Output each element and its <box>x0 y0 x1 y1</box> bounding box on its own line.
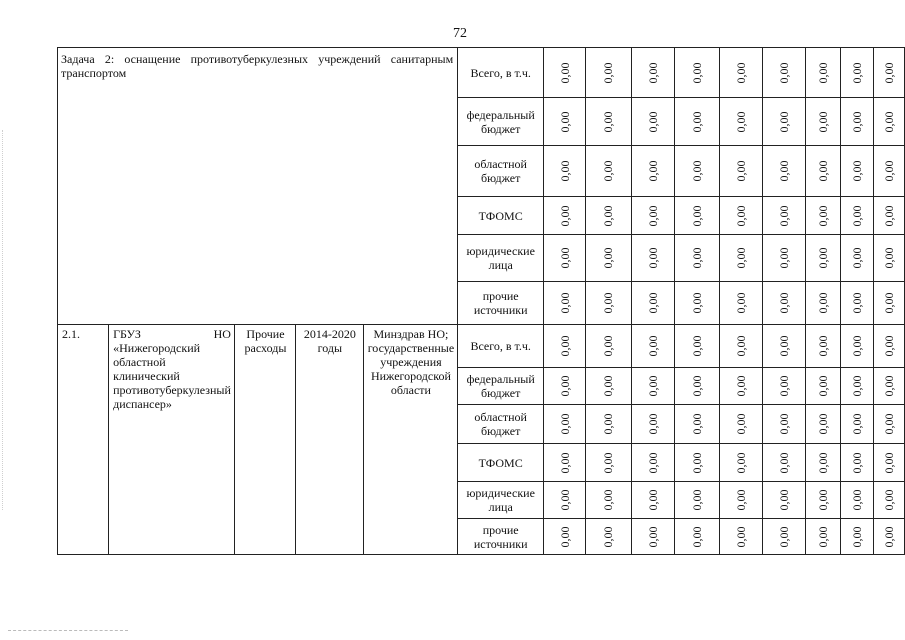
value-text: 0,00 <box>645 335 660 357</box>
expense-type: Прочие расходы <box>234 325 295 555</box>
value-cell <box>674 482 720 519</box>
task-title: Задача 2: оснащение противотуберкулезных учреждений санитарным транспортом <box>58 48 458 325</box>
value-cell <box>841 368 874 405</box>
value-text: 0,00 <box>850 413 865 435</box>
funding-source: областной бюджет <box>458 146 544 197</box>
value-cell <box>586 405 632 444</box>
value-cell <box>586 235 632 282</box>
value-text: 0,00 <box>557 526 572 547</box>
value-text: 0,00 <box>816 111 831 132</box>
value-text: 0,00 <box>690 375 704 397</box>
value-cell <box>763 48 806 98</box>
value-cell <box>586 482 632 519</box>
value-text: 0,00 <box>601 160 616 182</box>
value-text: 0,00 <box>645 526 660 547</box>
value-text: 0,00 <box>557 452 572 473</box>
value-cell <box>586 519 632 555</box>
value-text: 0,00 <box>777 111 792 132</box>
value-text: 0,00 <box>734 526 749 547</box>
value-cell <box>674 405 720 444</box>
value-text: 0,00 <box>601 205 616 226</box>
value-text: 0,00 <box>645 292 660 314</box>
value-cell <box>631 98 674 146</box>
value-text: 0,00 <box>777 205 792 226</box>
value-text: 0,00 <box>816 335 831 357</box>
value-text: 0,00 <box>777 413 792 435</box>
implementation-period: 2014-2020 годы <box>296 325 364 555</box>
value-text: 0,00 <box>645 375 660 397</box>
value-cell <box>720 444 763 482</box>
value-text: 0,00 <box>882 335 897 357</box>
value-cell <box>586 98 632 146</box>
value-cell <box>763 368 806 405</box>
value-cell <box>841 482 874 519</box>
value-text: 0,00 <box>882 526 897 547</box>
value-text: 0,00 <box>734 247 749 269</box>
value-cell <box>720 519 763 555</box>
value-text: 0,00 <box>882 413 897 435</box>
value-cell <box>631 282 674 325</box>
value-cell <box>674 235 720 282</box>
value-cell <box>841 48 874 98</box>
value-text: 0,00 <box>601 292 616 314</box>
value-cell <box>674 282 720 325</box>
value-text: 0,00 <box>882 160 897 182</box>
scan-margin-line <box>2 130 3 510</box>
value-cell <box>720 98 763 146</box>
value-cell <box>763 98 806 146</box>
value-cell <box>806 282 841 325</box>
value-cell <box>841 444 874 482</box>
value-text: 0,00 <box>734 375 749 397</box>
value-text: 0,00 <box>882 205 897 226</box>
value-cell <box>674 325 720 368</box>
value-text: 0,00 <box>557 335 572 357</box>
value-text: 0,00 <box>816 526 831 547</box>
value-text: 0,00 <box>850 335 865 357</box>
value-text: 0,00 <box>690 160 704 182</box>
value-cell <box>874 282 905 325</box>
value-cell <box>874 482 905 519</box>
value-cell <box>841 405 874 444</box>
value-cell <box>874 197 905 235</box>
funding-source: юридические лица <box>458 235 544 282</box>
value-cell <box>544 48 586 98</box>
value-text: 0,00 <box>816 247 831 269</box>
funding-source: ТФОМС <box>458 197 544 235</box>
value-cell <box>763 282 806 325</box>
value-cell <box>806 405 841 444</box>
value-cell <box>841 282 874 325</box>
value-text: 0,00 <box>690 335 704 357</box>
value-cell <box>874 325 905 368</box>
value-text: 0,00 <box>601 62 616 83</box>
value-cell <box>586 325 632 368</box>
value-text: 0,00 <box>645 160 660 182</box>
value-text: 0,00 <box>645 62 660 83</box>
value-cell <box>544 325 586 368</box>
value-text: 0,00 <box>734 335 749 357</box>
value-text: 0,00 <box>734 413 749 435</box>
value-cell <box>806 482 841 519</box>
funding-source: прочие источники <box>458 282 544 325</box>
value-cell <box>631 519 674 555</box>
value-text: 0,00 <box>850 160 865 182</box>
value-cell <box>841 235 874 282</box>
value-text: 0,00 <box>734 489 749 511</box>
value-cell <box>631 146 674 197</box>
value-text: 0,00 <box>777 526 792 547</box>
value-text: 0,00 <box>690 292 704 314</box>
value-text: 0,00 <box>690 489 704 511</box>
value-text: 0,00 <box>734 160 749 182</box>
value-text: 0,00 <box>882 292 897 314</box>
value-cell <box>544 444 586 482</box>
value-text: 0,00 <box>882 452 897 473</box>
value-text: 0,00 <box>601 489 616 511</box>
funding-source: Всего, в т.ч. <box>458 325 544 368</box>
value-text: 0,00 <box>777 489 792 511</box>
value-text: 0,00 <box>645 489 660 511</box>
table-row <box>58 325 905 368</box>
value-cell <box>806 325 841 368</box>
value-text: 0,00 <box>645 205 660 226</box>
value-cell <box>631 48 674 98</box>
value-text: 0,00 <box>850 111 865 132</box>
value-text: 0,00 <box>816 489 831 511</box>
value-cell <box>631 235 674 282</box>
value-cell <box>841 519 874 555</box>
value-cell <box>586 146 632 197</box>
value-cell <box>841 98 874 146</box>
item-number: 2.1. <box>58 325 109 555</box>
value-text: 0,00 <box>557 62 572 83</box>
value-cell <box>720 405 763 444</box>
value-text: 0,00 <box>882 62 897 83</box>
value-text: 0,00 <box>816 452 831 473</box>
executor: Минздрав НО; государственные учреждения Нижегородской области <box>363 325 457 555</box>
value-cell <box>763 146 806 197</box>
value-cell <box>806 98 841 146</box>
value-text: 0,00 <box>557 375 572 397</box>
value-text: 0,00 <box>816 375 831 397</box>
value-cell <box>763 444 806 482</box>
scan-artifact-line <box>8 630 128 632</box>
value-cell <box>763 482 806 519</box>
funding-source: федеральный бюджет <box>458 98 544 146</box>
value-cell <box>586 444 632 482</box>
value-cell <box>720 482 763 519</box>
budget-table <box>57 47 905 555</box>
value-cell <box>806 444 841 482</box>
value-cell <box>874 235 905 282</box>
value-cell <box>874 368 905 405</box>
value-text: 0,00 <box>645 247 660 269</box>
value-cell <box>544 197 586 235</box>
value-text: 0,00 <box>557 413 572 435</box>
value-cell <box>763 197 806 235</box>
value-cell <box>544 146 586 197</box>
value-cell <box>674 98 720 146</box>
value-cell <box>586 197 632 235</box>
value-text: 0,00 <box>816 62 831 83</box>
value-cell <box>874 444 905 482</box>
value-text: 0,00 <box>557 205 572 226</box>
value-cell <box>763 405 806 444</box>
value-text: 0,00 <box>816 160 831 182</box>
funding-source: областной бюджет <box>458 405 544 444</box>
value-text: 0,00 <box>777 247 792 269</box>
value-text: 0,00 <box>816 413 831 435</box>
value-text: 0,00 <box>850 205 865 226</box>
value-text: 0,00 <box>601 335 616 357</box>
value-cell <box>763 325 806 368</box>
value-text: 0,00 <box>850 292 865 314</box>
value-cell <box>631 405 674 444</box>
value-text: 0,00 <box>690 452 704 473</box>
value-cell <box>720 325 763 368</box>
page-number: 72 <box>453 26 467 41</box>
value-cell <box>674 444 720 482</box>
value-text: 0,00 <box>850 526 865 547</box>
value-cell <box>720 197 763 235</box>
value-text: 0,00 <box>690 62 704 83</box>
value-text: 0,00 <box>850 452 865 473</box>
value-cell <box>806 197 841 235</box>
value-cell <box>674 48 720 98</box>
value-cell <box>874 519 905 555</box>
organization-name: ГБУЗ НО «Нижегородский областной клинический противотуберкулезный диспансер» <box>109 325 235 555</box>
value-text: 0,00 <box>557 160 572 182</box>
value-cell <box>631 482 674 519</box>
value-cell <box>806 235 841 282</box>
funding-source: федеральный бюджет <box>458 368 544 405</box>
value-text: 0,00 <box>777 452 792 473</box>
value-cell <box>841 325 874 368</box>
value-text: 0,00 <box>601 413 616 435</box>
value-text: 0,00 <box>850 489 865 511</box>
value-cell <box>720 235 763 282</box>
value-text: 0,00 <box>734 205 749 226</box>
value-cell <box>874 146 905 197</box>
value-text: 0,00 <box>850 247 865 269</box>
value-cell <box>874 405 905 444</box>
value-text: 0,00 <box>557 489 572 511</box>
value-cell <box>544 368 586 405</box>
value-text: 0,00 <box>816 205 831 226</box>
value-text: 0,00 <box>882 489 897 511</box>
value-text: 0,00 <box>882 111 897 132</box>
value-text: 0,00 <box>601 111 616 132</box>
value-text: 0,00 <box>777 335 792 357</box>
value-cell <box>586 48 632 98</box>
value-text: 0,00 <box>601 375 616 397</box>
value-text: 0,00 <box>816 292 831 314</box>
value-cell <box>544 405 586 444</box>
value-cell <box>806 146 841 197</box>
value-cell <box>631 368 674 405</box>
value-cell <box>763 519 806 555</box>
value-cell <box>544 519 586 555</box>
value-text: 0,00 <box>645 111 660 132</box>
value-text: 0,00 <box>601 452 616 473</box>
value-cell <box>631 444 674 482</box>
value-text: 0,00 <box>557 111 572 132</box>
value-cell <box>720 282 763 325</box>
value-cell <box>841 146 874 197</box>
value-text: 0,00 <box>601 247 616 269</box>
value-cell <box>720 146 763 197</box>
value-text: 0,00 <box>882 375 897 397</box>
value-text: 0,00 <box>690 205 704 226</box>
value-cell <box>631 325 674 368</box>
value-cell <box>674 146 720 197</box>
value-cell <box>674 368 720 405</box>
funding-source: Всего, в т.ч. <box>458 48 544 98</box>
value-cell <box>544 98 586 146</box>
value-cell <box>544 482 586 519</box>
value-text: 0,00 <box>850 62 865 83</box>
value-cell <box>586 368 632 405</box>
value-cell <box>874 48 905 98</box>
funding-source: ТФОМС <box>458 444 544 482</box>
value-text: 0,00 <box>690 111 704 132</box>
value-cell <box>763 235 806 282</box>
funding-source: прочие источники <box>458 519 544 555</box>
value-text: 0,00 <box>777 160 792 182</box>
value-text: 0,00 <box>734 62 749 83</box>
value-text: 0,00 <box>734 452 749 473</box>
value-text: 0,00 <box>645 452 660 473</box>
value-cell <box>586 282 632 325</box>
value-cell <box>720 48 763 98</box>
value-cell <box>544 235 586 282</box>
table-row <box>58 48 905 98</box>
value-cell <box>806 519 841 555</box>
value-text: 0,00 <box>734 292 749 314</box>
value-cell <box>674 519 720 555</box>
value-cell <box>631 197 674 235</box>
value-cell <box>720 368 763 405</box>
value-cell <box>841 197 874 235</box>
value-text: 0,00 <box>690 247 704 269</box>
value-cell <box>874 98 905 146</box>
value-text: 0,00 <box>645 413 660 435</box>
value-text: 0,00 <box>777 62 792 83</box>
value-cell <box>806 368 841 405</box>
value-text: 0,00 <box>777 375 792 397</box>
value-text: 0,00 <box>690 526 704 547</box>
value-cell <box>544 282 586 325</box>
funding-source: юридические лица <box>458 482 544 519</box>
value-text: 0,00 <box>557 292 572 314</box>
value-text: 0,00 <box>690 413 704 435</box>
value-cell <box>674 197 720 235</box>
value-text: 0,00 <box>882 247 897 269</box>
value-text: 0,00 <box>777 292 792 314</box>
value-text: 0,00 <box>850 375 865 397</box>
value-text: 0,00 <box>557 247 572 269</box>
value-cell <box>806 48 841 98</box>
value-text: 0,00 <box>734 111 749 132</box>
value-text: 0,00 <box>601 526 616 547</box>
